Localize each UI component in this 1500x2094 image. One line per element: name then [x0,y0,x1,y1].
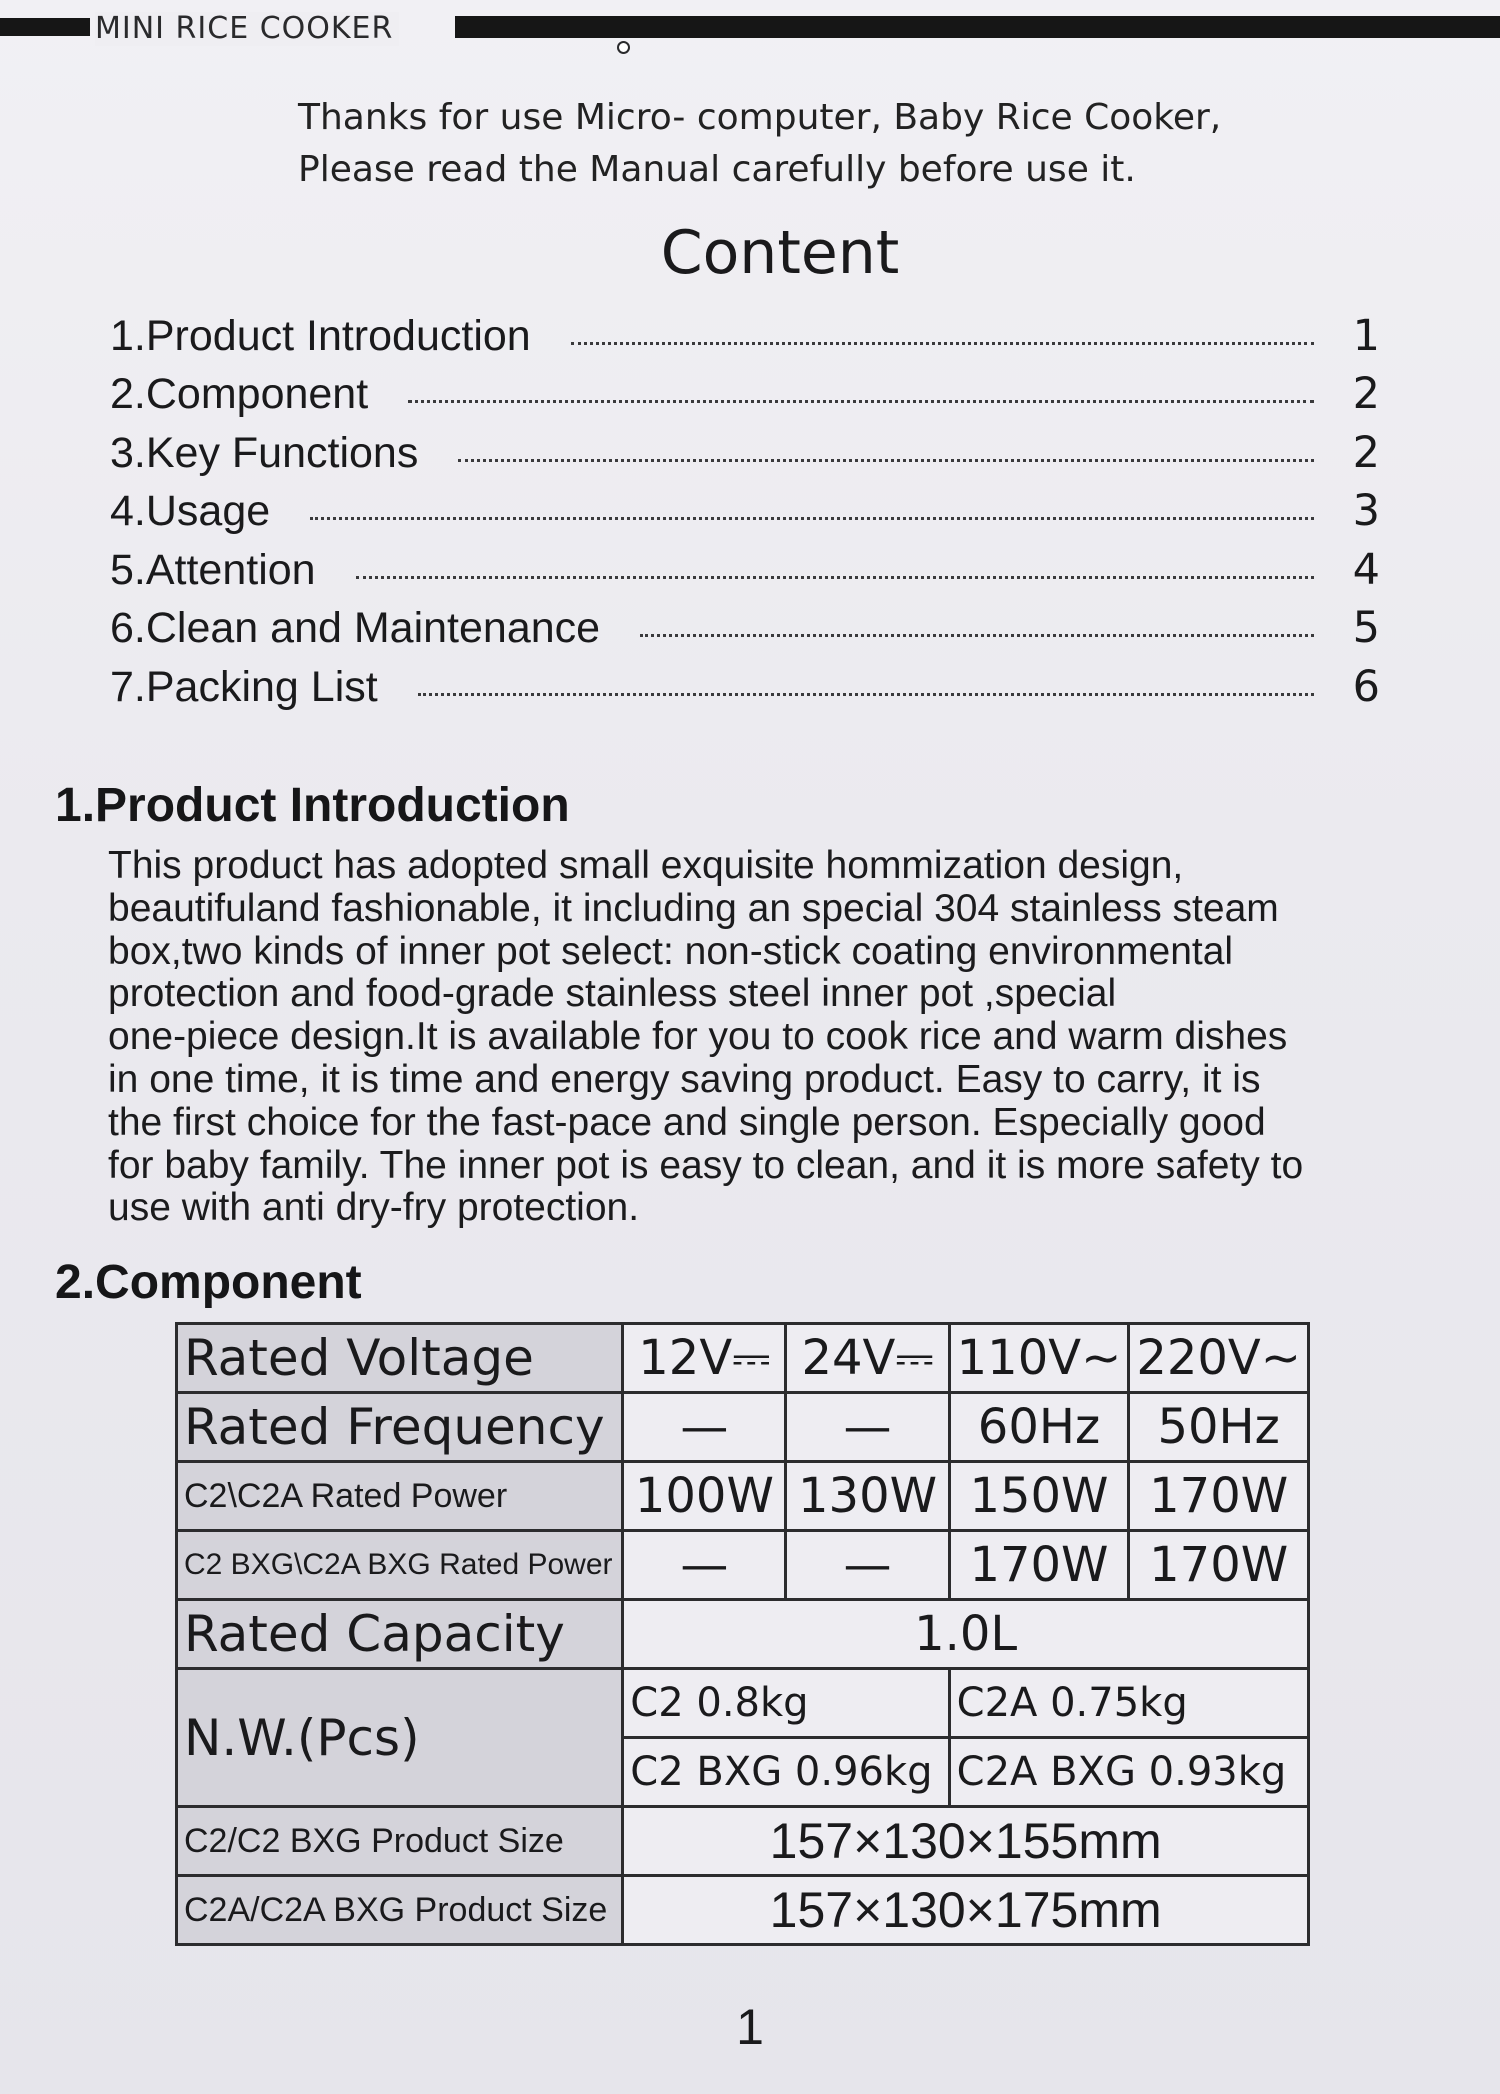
row-label: Rated Frequency [177,1393,623,1462]
paragraph-line: protection and food-grade stainless steel inner pot ,special [108,972,1117,1016]
toc-leader-dots [408,400,1314,403]
table-row-rated-power-bxg [177,1531,1309,1600]
paragraph-line: the first choice for the fast-pace and single person. Especially good [108,1100,1266,1144]
paragraph-line: beautifuland fashionable, it including an special 304 stainless steam [108,886,1279,930]
toc-item[interactable] [110,478,1380,537]
toc-item-label: 1.Product Introduction [110,311,531,360]
toc-item-page: 5 [1352,603,1380,653]
row-label: C2\C2A Rated Power [177,1462,623,1531]
table-row-net-weight [177,1669,1309,1738]
intro-line-1: Thanks for use Micro- computer, Baby Rice Cooker, [298,97,1222,138]
table-cell: — [786,1393,949,1462]
toc-item-page: 4 [1352,544,1380,595]
toc-item-page: 2 [1352,369,1380,419]
table-row-rated-capacity [177,1600,1309,1669]
table-cell: 24V⎓ [786,1324,949,1393]
table-cell: C2A BXG 0.93kg [949,1738,1308,1807]
toc-leader-dots [571,342,1314,345]
intro-text [298,92,1298,196]
row-label: C2A/C2A BXG Product Size [177,1876,623,1945]
header [0,12,1500,54]
table-cell: 150W [949,1462,1129,1531]
table-cell: 157×130×155mm [623,1807,1309,1876]
table-cell: 1.0L [623,1600,1309,1669]
header-bar-left [0,18,90,36]
toc-item-label: 2.Component [110,370,369,418]
toc-item-page: 2 [1352,427,1380,478]
table-cell: — [623,1393,786,1462]
table-row-size-c2 [177,1807,1309,1876]
paragraph-line: box,two kinds of inner pot select: non-stick coating environmental [108,929,1234,973]
table-cell: C2 BXG 0.96kg [623,1738,949,1807]
toc-leader-dots [418,693,1314,696]
component-spec-table [175,1322,1310,1946]
toc-leader-dots [458,459,1314,462]
header-title: MINI RICE COOKER [95,12,399,46]
toc-item-label: 3.Key Functions [110,428,419,477]
toc-item-label: 5.Attention [110,545,316,594]
table-cell: 170W [1129,1462,1309,1531]
section-heading-product-introduction: 1.Product Introduction [55,779,570,832]
table-cell: 157×130×175mm [623,1876,1309,1945]
content-title: Content [660,218,900,288]
table-cell: 170W [1129,1531,1309,1600]
table-row-rated-voltage [177,1324,1309,1393]
toc-item-page: 6 [1352,661,1380,712]
toc-leader-dots [640,634,1314,637]
toc-item-label: 7.Packing List [110,662,378,711]
paragraph-line: This product has adopted small exquisite hommization design, [108,844,1184,887]
toc-item[interactable] [110,653,1380,712]
table-row-rated-power-c2 [177,1462,1309,1531]
table-cell: C2A 0.75kg [949,1669,1308,1738]
table-cell: 12V⎓ [623,1324,786,1393]
toc-leader-dots [310,517,1314,520]
toc-item-page: 3 [1352,486,1380,536]
toc-item-label: 6.Clean and Maintenance [110,604,601,652]
product-introduction-text [108,845,1408,1230]
table-cell: 60Hz [949,1393,1129,1462]
toc-item[interactable] [110,419,1380,478]
toc-item[interactable] [110,536,1380,595]
table-row-rated-frequency [177,1393,1309,1462]
paragraph-line: for baby family. The inner pot is easy to clean, and it is more safety to [108,1143,1304,1187]
toc-leader-dots [356,576,1314,579]
paragraph-line: one-piece design.It is available for you to cook rice and warm dishes [108,1015,1288,1059]
table-cell: 50Hz [1129,1393,1309,1462]
row-label: C2/C2 BXG Product Size [177,1807,623,1876]
toc-item[interactable] [110,361,1380,420]
table-cell: — [623,1531,786,1600]
table-cell: — [786,1531,949,1600]
toc-item-label: 4.Usage [110,487,271,535]
intro-line-2: Please read the Manual carefully before use it. [298,149,1136,190]
toc-item[interactable] [110,595,1380,654]
header-bar [455,16,1500,38]
row-label: N.W.(Pcs) [177,1669,623,1807]
table-cell: 110V~ [949,1324,1129,1393]
toc-item[interactable] [110,302,1380,361]
table-cell: 100W [623,1462,786,1531]
table-of-contents [110,302,1380,712]
table-cell: C2 0.8kg [623,1669,949,1738]
table-row-size-c2a [177,1876,1309,1945]
table-cell: 220V~ [1129,1324,1309,1393]
page-number: 1 [736,1999,764,2055]
paragraph-line: in one time, it is time and energy saving product. Easy to carry, it is [108,1057,1261,1101]
row-label: Rated Voltage [177,1324,623,1393]
toc-item-page: 1 [1352,310,1380,361]
table-cell: 170W [949,1531,1129,1600]
section-heading-component: 2.Component [55,1256,362,1309]
row-label: Rated Capacity [177,1600,623,1669]
paragraph-line: use with anti dry-fry protection. [108,1186,640,1230]
table-cell: 130W [786,1462,949,1531]
row-label: C2 BXG\C2A BXG Rated Power [177,1531,623,1600]
header-dot [617,41,630,54]
